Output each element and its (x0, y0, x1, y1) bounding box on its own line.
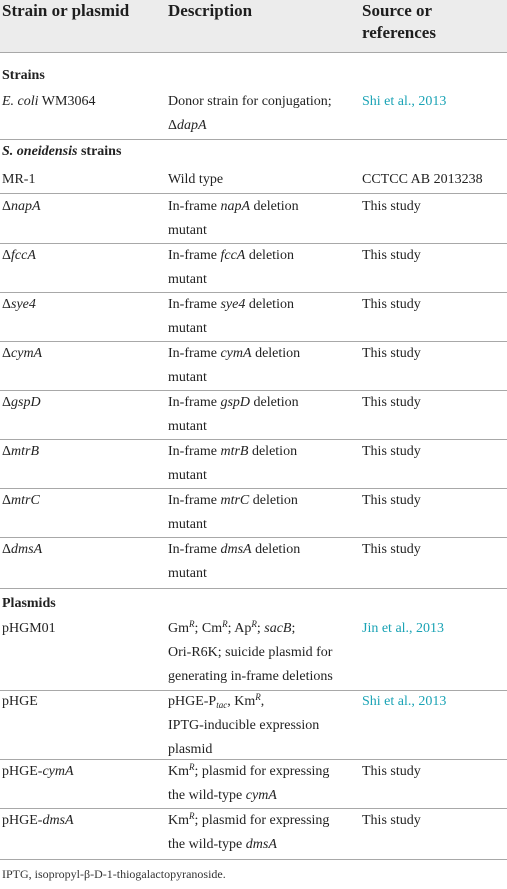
strain-name: E. coli WM3064 (2, 94, 96, 109)
source: This study (362, 813, 421, 828)
strain-name: ΔcymA (2, 346, 43, 361)
source: This study (362, 444, 421, 459)
section-oneidensis-strains: S. oneidensis strains (2, 144, 122, 159)
strain-name: MR-1 (2, 172, 36, 187)
strain-name: ΔdmsA (2, 542, 43, 557)
description: In-frame gspD deletion mutant (168, 395, 299, 434)
footnote: IPTG, isopropyl-β-D-1-thiogalactopyranoside. (2, 867, 226, 881)
source-link[interactable]: Shi et al., 2013 (362, 694, 447, 709)
strain-name: ΔmtrB (2, 444, 40, 459)
strain-name: ΔnapA (2, 199, 41, 214)
description: Donor strain for conjugation; ΔdapA (168, 94, 332, 133)
strain-name: ΔgspD (2, 395, 41, 410)
source: This study (362, 493, 421, 508)
source: This study (362, 542, 421, 557)
source: This study (362, 297, 421, 312)
description: In-frame sye4 deletion mutant (168, 297, 294, 336)
source: CCTCC AB 2013238 (362, 172, 483, 187)
plasmid-name: pHGE-dmsA (2, 813, 74, 828)
description: In-frame dmsA deletion mutant (168, 542, 301, 581)
source-link[interactable]: Jin et al., 2013 (362, 621, 445, 636)
description: pHGE-$P_{tac}$, $Km^R$, IPTG-inducible expression plasmid (168, 692, 320, 757)
row-divider (0, 139, 507, 140)
strain-name: ΔmtrC (2, 493, 40, 508)
header-source-line2: references (362, 23, 436, 42)
description: In-frame napA deletion mutant (168, 199, 299, 238)
source: This study (362, 199, 421, 214)
description: In-frame mtrB deletion mutant (168, 444, 298, 483)
header-source-line1: Source or (362, 1, 433, 20)
section-plasmids: Plasmids (2, 596, 56, 611)
description: $Gm^R$; $Cm^R$; $Ap^R$; sacB; Ori-R6K; suicide plasmid for generating in-frame deletions (168, 619, 333, 684)
source: This study (362, 764, 421, 779)
description: $Km^R$; plasmid for expressing the wild-type dmsA (168, 811, 330, 852)
description: In-frame mtrC deletion mutant (168, 493, 298, 532)
description: In-frame fccA deletion mutant (168, 248, 294, 287)
plasmid-name: pHGE-cymA (2, 764, 74, 779)
source: This study (362, 395, 421, 410)
source-link[interactable]: Shi et al., 2013 (362, 94, 447, 109)
description: In-frame cymA deletion mutant (168, 346, 301, 385)
description: $Km^R$; plasmid for expressing the wild-type cymA (168, 762, 330, 803)
strain-name: ΔfccA (2, 248, 36, 263)
section-strains: Strains (2, 68, 45, 83)
source: This study (362, 346, 421, 361)
row-divider (0, 193, 507, 194)
table-header (0, 0, 507, 52)
source: This study (362, 248, 421, 263)
strain-name: Δsye4 (2, 297, 36, 312)
plasmid-name: pHGE (2, 694, 38, 709)
row-divider (0, 588, 507, 589)
table-bottom-rule (0, 859, 507, 860)
plasmid-name: pHGM01 (2, 621, 56, 636)
header-divider (0, 52, 507, 53)
description: Wild type (168, 172, 224, 187)
header-description: Description (168, 1, 253, 20)
header-strain-or-plasmid: Strain or plasmid (2, 1, 130, 20)
